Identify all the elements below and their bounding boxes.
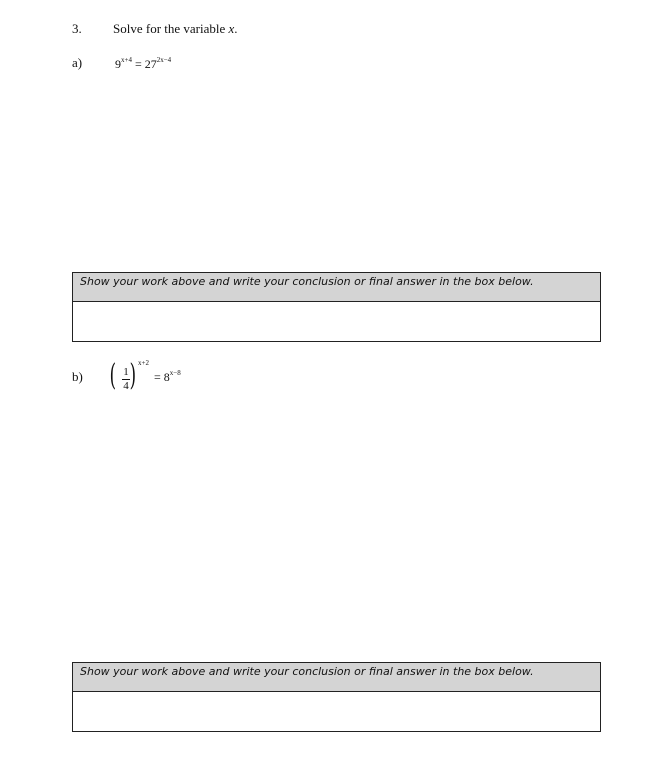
part-b-rhs-exponent: x−8 [169, 369, 181, 377]
answer-box-b [72, 662, 601, 732]
answer-box-b-instruction: Show your work above and write your conclusion or final answer in the box below. [73, 663, 600, 692]
part-b-rhs [154, 370, 181, 385]
left-paren: ( [109, 358, 117, 393]
part-b-label: b) [72, 369, 83, 384]
prompt-variable: x [228, 21, 235, 36]
answer-box-a-instruction: Show your work above and write your conclusion or final answer in the box below. [73, 273, 600, 302]
prompt-end: . [234, 21, 238, 36]
part-b-numerator: 1 [123, 366, 129, 378]
part-a-equals: = [131, 57, 145, 71]
part-a-label: a) [72, 55, 83, 70]
question-prompt [113, 21, 238, 37]
part-a-rhs-exponent: 2x−4 [156, 56, 172, 64]
part-a-equation [115, 57, 171, 72]
part-b-equation [109, 358, 192, 398]
part-a-lhs-exponent: x+4 [121, 56, 132, 64]
part-a-lhs-base: 9 [115, 57, 121, 71]
part-b-lhs-exponent: x+2 [138, 359, 149, 367]
answer-box-a [72, 272, 601, 342]
prompt-text: Solve for the variable [113, 21, 229, 36]
part-b-equals: = [154, 370, 164, 384]
answer-box-a-input[interactable] [73, 302, 600, 341]
answer-box-b-input[interactable] [73, 692, 600, 731]
part-a-rhs-base: 27 [144, 57, 157, 71]
question-number: 3. [72, 21, 82, 36]
part-b-rhs-base: 8 [163, 370, 170, 384]
right-paren: ) [129, 358, 137, 393]
part-b-denominator: 4 [123, 380, 129, 392]
